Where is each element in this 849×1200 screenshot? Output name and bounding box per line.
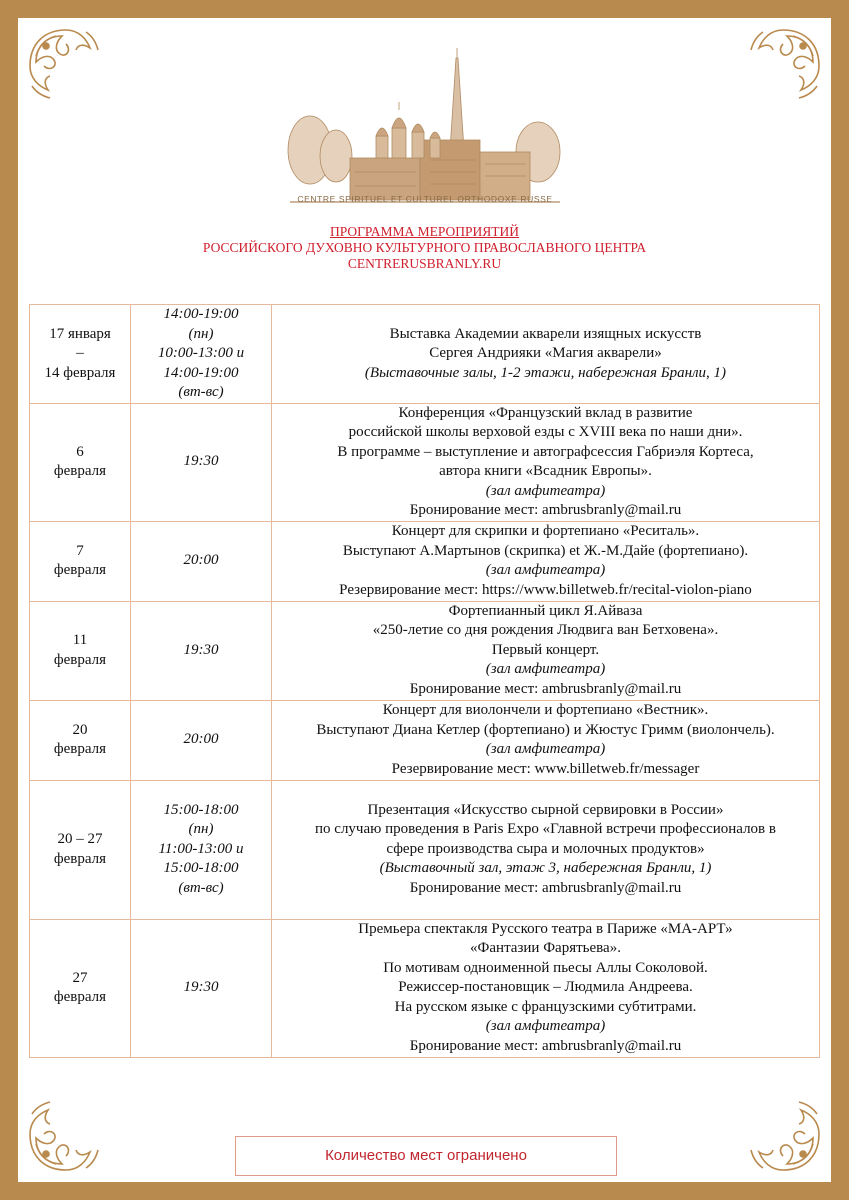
event-time [131, 919, 272, 1057]
event-row [30, 305, 820, 404]
event-description-line: «250-летие со дня рождения Людвига ван Бетховена». [372, 622, 719, 639]
event-time [131, 403, 272, 521]
event-description-line: Выступают Диана Кетлер (фортепиано) и Жюстус Гримм (виолончель). [316, 721, 775, 738]
event-description-line: Премьера спектакля Русского театра в Париже «МА-АРТ» [358, 920, 733, 937]
heading-line-3: CENTRERUSBRANLY.RU [347, 256, 502, 271]
event-date [30, 403, 131, 521]
event-description-line: «Фантазии Фарятьева». [470, 940, 621, 957]
event-date-line: 27 [72, 969, 88, 986]
event-description [272, 601, 820, 700]
event-description-line: Фортепианный цикл Я.Айваза [448, 602, 643, 619]
event-date-line: февраля [53, 850, 107, 867]
event-description-line: По мотивам одноименной пьесы Аллы Соколовой. [383, 959, 708, 976]
event-description-line: Резервирование мест: https://www.billetweb.fr/recital-violon-piano [339, 581, 752, 598]
event-time-line: 10:00-13:00 и [157, 345, 245, 361]
event-description-line: (зал амфитеатра) [485, 661, 606, 678]
corner-ornament-icon [26, 1094, 106, 1174]
event-description-line: Первый концерт. [491, 641, 600, 658]
event-date-line: февраля [53, 463, 107, 479]
event-time-line: 15:00-18:00 [163, 860, 239, 877]
event-row [30, 919, 820, 1057]
corner-ornament-icon [743, 1094, 823, 1174]
event-date [30, 521, 131, 601]
event-description-line: (зал амфитеатра) [485, 482, 606, 499]
event-description-line: Бронирование мест: ambrusbranly@mail.ru [409, 680, 682, 697]
event-time-line: 19:30 [183, 453, 219, 470]
event-time-line: 11:00-13:00 и [158, 840, 244, 857]
cathedral-logo-icon [280, 40, 570, 210]
event-description [272, 919, 820, 1057]
event-description [272, 700, 820, 780]
event-date-line: 20 – 27 [57, 831, 103, 847]
event-row [30, 403, 820, 521]
event-description-line: Концерт для скрипки и фортепиано «Реситаль». [391, 523, 700, 539]
event-date-line: 7 [76, 542, 84, 559]
event-time-line: 14:00-19:00 [163, 364, 239, 381]
event-date-line: – [76, 345, 84, 361]
event-row [30, 521, 820, 601]
heading-line-1: ПРОГРАММА МЕРОПРИЯТИЙ [329, 224, 520, 239]
corner-ornament-icon [743, 26, 823, 106]
event-date [30, 601, 131, 700]
corner-ornament-icon [26, 26, 106, 106]
event-description-line: Бронирование мест: ambrusbranly@mail.ru [409, 502, 682, 518]
event-date-line: февраля [53, 741, 107, 757]
event-description-line: автора книги «Всадник Европы». [439, 463, 652, 479]
event-time-line: 20:00 [183, 552, 219, 569]
logo-caption: CENTRE SPIRITUEL ET CULTUREL ORTHODOXE RUSSE [297, 194, 553, 204]
event-date-line: 17 января [49, 325, 111, 342]
event-date-line: 6 [76, 443, 84, 460]
event-date-line: 20 [72, 721, 88, 738]
event-description-line: Бронирование мест: ambrusbranly@mail.ru [409, 879, 682, 896]
event-description-line: В программе – выступление и автографсессия Габриэля Кортеса, [337, 443, 754, 460]
event-time [131, 601, 272, 700]
event-time-line: 15:00-18:00 [163, 801, 239, 818]
event-date-line: 11 [72, 632, 88, 648]
event-description-line: по случаю проведения в Paris Expo «Главной встречи профессионалов в [315, 821, 776, 838]
event-row [30, 601, 820, 700]
page [18, 18, 831, 1182]
heading-line-2: РОССИЙСКОГО ДУХОВНО КУЛЬТУРНОГО ПРАВОСЛАВНОГО ЦЕНТРА [202, 240, 647, 255]
event-description-line: российской школы верховой езды с XVIII века по наши дни». [348, 424, 743, 440]
event-description [272, 403, 820, 521]
seats-limited-notice: Количество мест ограничено [235, 1136, 617, 1176]
event-description-line: Концерт для виолончели и фортепиано «Вестник». [382, 702, 709, 718]
event-date [30, 305, 131, 404]
event-date-line: февраля [53, 562, 107, 578]
event-description [272, 521, 820, 601]
event-description-line: (зал амфитеатра) [485, 1018, 606, 1035]
event-time [131, 700, 272, 780]
event-description-line: Режиссер-постановщик – Людмила Андреева. [398, 979, 693, 996]
event-description-line: Конференция «Французский вклад в развитие [398, 404, 693, 421]
event-date [30, 919, 131, 1057]
event-description-line: сфере производства сыра и молочных продуктов» [386, 840, 705, 857]
event-description-line: Сергея Андрияки «Магия акварели» [429, 345, 662, 361]
event-description-line: Презентация «Искусство сырной сервировки в России» [367, 801, 724, 818]
event-time [131, 305, 272, 404]
event-description-line: (зал амфитеатра) [485, 562, 606, 578]
event-date-line: февраля [53, 651, 107, 668]
event-description-line: (Выставочные залы, 1-2 этажи, набережная Бранли, 1) [364, 364, 727, 381]
program-heading [18, 224, 831, 272]
event-description-line: На русском языке с французскими субтитрами. [394, 998, 697, 1015]
event-time [131, 521, 272, 601]
event-description-line: (Выставочный зал, этаж 3, набережная Бранли, 1) [379, 860, 712, 877]
event-description-line: Выставка Академии акварели изящных искусств [389, 325, 702, 342]
event-time-line: 14:00-19:00 [163, 306, 239, 322]
event-description-line: Бронирование мест: ambrusbranly@mail.ru [409, 1037, 682, 1054]
event-date [30, 700, 131, 780]
event-time-line: (пн) [188, 821, 214, 838]
event-date [30, 780, 131, 919]
event-row [30, 780, 820, 919]
event-description [272, 305, 820, 404]
event-description-line: (зал амфитеатра) [485, 741, 606, 757]
events-table [29, 304, 820, 1058]
event-time-line: (вт-вс) [178, 879, 224, 896]
event-description-line: Выступают А.Мартынов (скрипка) et Ж.-М.Дайе (фортепиано). [342, 542, 749, 559]
event-time [131, 780, 272, 919]
event-description-line: Резервирование мест: www.billetweb.fr/messager [391, 760, 700, 777]
event-time-line: (вт-вс) [178, 384, 224, 400]
event-date-line: 14 февраля [44, 364, 116, 381]
event-time-line: 19:30 [183, 641, 219, 658]
event-time-line: 20:00 [183, 731, 219, 748]
event-date-line: февраля [53, 989, 107, 1005]
event-description [272, 780, 820, 919]
event-row [30, 700, 820, 780]
event-time-line: 19:30 [183, 979, 219, 996]
event-time-line: (пн) [188, 325, 214, 342]
